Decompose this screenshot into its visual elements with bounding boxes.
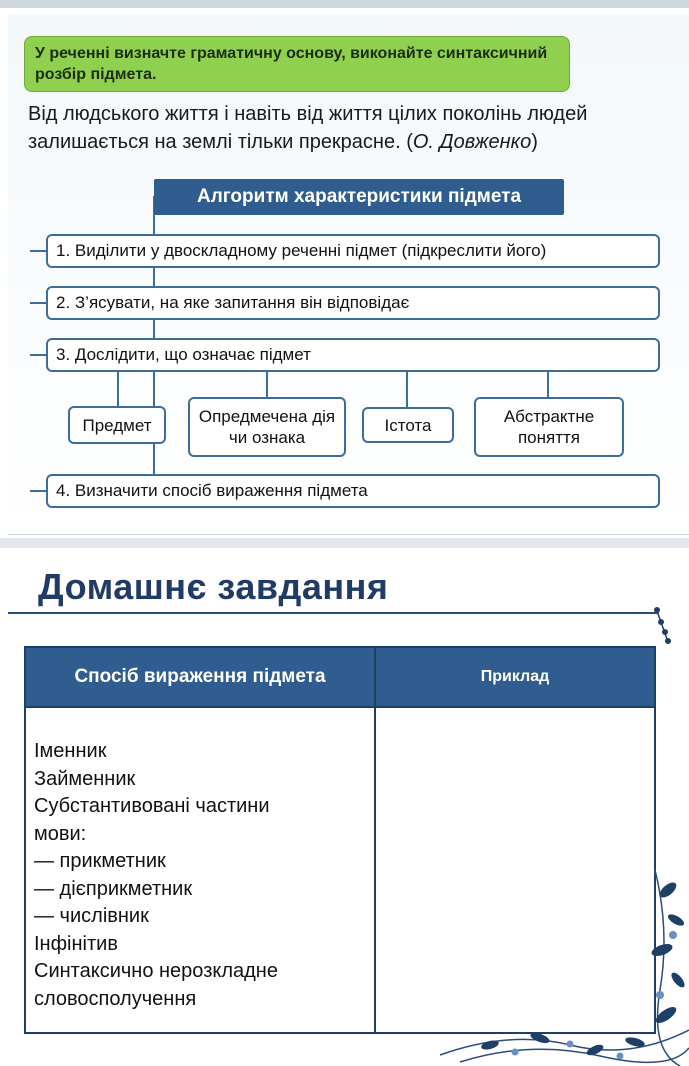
floral-ornament-icon: [430, 830, 689, 1066]
homework-title: Домашнє завдання: [38, 566, 389, 607]
step-4: 4. Визначити спосіб вираження підмета: [46, 474, 660, 508]
list-item: Займенник: [34, 767, 136, 790]
stub-2: [30, 302, 46, 304]
methods-cell: [25, 707, 375, 1033]
top-strip: [0, 0, 689, 8]
stub-1: [30, 250, 46, 252]
meaning-objectified-action: Опредмечена дія чи ознака: [188, 397, 346, 457]
stub-3: [30, 354, 46, 356]
step-1: 1. Виділити у двоскладному реченні підмет (підкреслити його): [46, 234, 660, 268]
slide-separator: [0, 538, 689, 548]
list-item: Синтаксично нерозкладне: [34, 960, 278, 982]
quote: [28, 100, 678, 156]
quote-text: Від людського життя і навіть від життя цілих поколінь людей залишається на землі тільки прекрасне. (: [28, 103, 588, 153]
stub-4: [30, 490, 46, 492]
list-item: — числівник: [34, 905, 149, 927]
task-box: У реченні визначте граматичну основу, виконайте синтаксичний розбір підмета.: [24, 36, 570, 92]
list-item: — дієприкметник: [34, 877, 193, 900]
quote-close: ): [531, 131, 538, 153]
table-header-row: [25, 647, 655, 707]
title-underline: [8, 612, 658, 614]
dots-ornament-icon: [650, 604, 680, 644]
list-item: словосполучення: [34, 987, 197, 1010]
branch-1: [117, 371, 119, 406]
list-item: Іменник: [34, 740, 107, 762]
meaning-abstract: Абстрактне поняття: [474, 397, 624, 457]
quote-author: О. Довженко: [412, 131, 532, 153]
header-example: Приклад: [375, 647, 655, 707]
meaning-being: Істота: [362, 407, 454, 443]
branch-4: [547, 371, 549, 398]
list-item: — прикметник: [34, 850, 166, 872]
header-method: Спосіб вираження підмета: [25, 647, 375, 707]
list-item: Субстантивовані частини: [34, 795, 270, 817]
list-item: Інфінітив: [34, 932, 118, 955]
algorithm-title: Алгоритм характеристики підмета: [154, 179, 564, 215]
branch-3: [406, 371, 408, 407]
meaning-object: Предмет: [68, 406, 166, 444]
step-3: 3. Дослідити, що означає підмет: [46, 338, 660, 372]
list-item: мови:: [34, 822, 87, 845]
branch-2: [266, 371, 268, 398]
step-2: 2. З’ясувати, на яке запитання він відповідає: [46, 286, 660, 320]
